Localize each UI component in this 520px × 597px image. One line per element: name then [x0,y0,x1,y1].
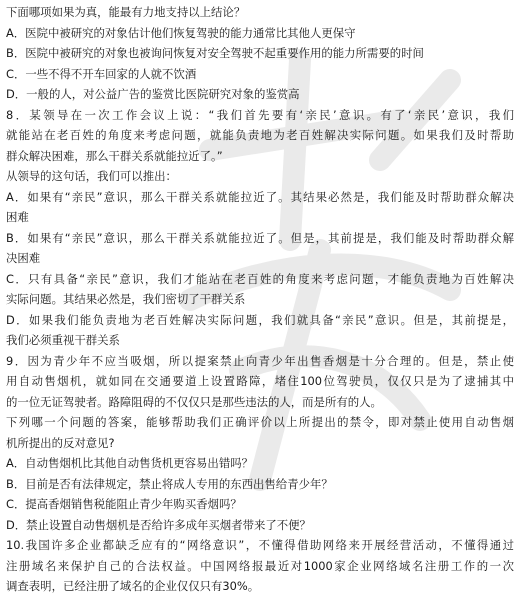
text-line: 注册域名来保护自己的合法权益。中国网络报最近对1000家企业网络域名注册工作的一次 [6,558,514,573]
text-line: A．如果有“亲民”意识，那么干群关系就能拉近了。其结果必然是，我们能及时帮助群众解决 [6,189,514,204]
text-line: 8．某领导在一次工作会议上说：“我们首先要有‘亲民’意识。有了‘亲民’意识，我们 [6,107,514,122]
text-line: B．如果有“亲民”意识，那么干群关系就能拉近了。但是，其前提是，我们能及时帮助群众解 [6,230,514,245]
text-line: A．医院中被研究的对象估计他们恢复驾驶的能力通常比其他人更保守 [6,25,356,40]
text-line: 从领导的这句话，我们可以推出： [6,169,177,183]
text-line: 决困难 [6,251,41,265]
text-line: D．禁止设置自动售烟机是否给许多成年买烟者带来了不便？ [6,517,311,532]
text-line: 9．因为青少年不应当吸烟，所以提案禁止向青少年出售香烟是十分合理的。但是，禁止使 [6,353,514,368]
text-line: B．医院中被研究的对象也被询问恢复对安全驾驶不起重要作用的能力所需要的时间 [6,46,424,60]
text-line: 下面哪项如果为真，能最有力地支持以上结论？ [6,5,246,19]
text-line: C．一些不得不开车回家的人就不饮酒 [6,66,197,81]
text-line: 群众解决困难，那么干群关系就能拉近了。” [6,148,223,163]
text-line: C．只有具备“亲民”意识，我们才能站在老百姓的角度来考虑问题，才能负责地为百姓解决 [6,271,514,286]
text-line: 机所提出的反对意见? [6,435,115,450]
text-line: B．目前是否有法律规定，禁止将成人专用的东西出售给青少年？ [6,476,333,491]
text-line: 下列哪一个问题的答案，能够帮助我们正确评价以上所提出的禁令，即对禁止使用自动售烟 [6,415,514,429]
text-line: D．一般的人，对公益广告的鉴赏比医院研究对象的鉴赏高 [6,87,300,101]
text-line: 用自动售烟机，就如同在交通要道上设置路障，堵住100位驾驶员，仅仅只是为了逮捕其中 [6,374,514,388]
text-line: 调查表明，已经注册了域名的企业仅仅只有30%。 [6,579,260,593]
text-line: C．提高香烟销售税能阻止青少年购买香烟吗？ [6,497,242,511]
text-line: 实际问题。其结果必然是，我们密切了干群关系 [6,292,246,306]
text-line: A．自动售烟机比其他自动售货机更容易出错吗？ [6,456,253,470]
text-line: 的一位无证驾驶者。路障阻碍的不仅仅只是那些违法的人，而是所有的人。 [6,394,382,409]
text-line: 就能站在老百姓的角度来考虑问题，就能负责地为老百姓解决实际问题。如果我们及时帮助 [6,128,514,142]
text-line: 困难 [6,210,29,224]
text-line: 我们必须重视干群关系 [6,333,120,347]
text-line: 10.我国许多企业都缺乏应有的“网络意识”，不懂得借助网络来开展经营活动，不懂得通过 [6,538,514,552]
text-line: D．如果我们能负责地为老百姓解决实际问题，我们就具备“亲民”意识。但是，其前提是， [6,312,514,327]
